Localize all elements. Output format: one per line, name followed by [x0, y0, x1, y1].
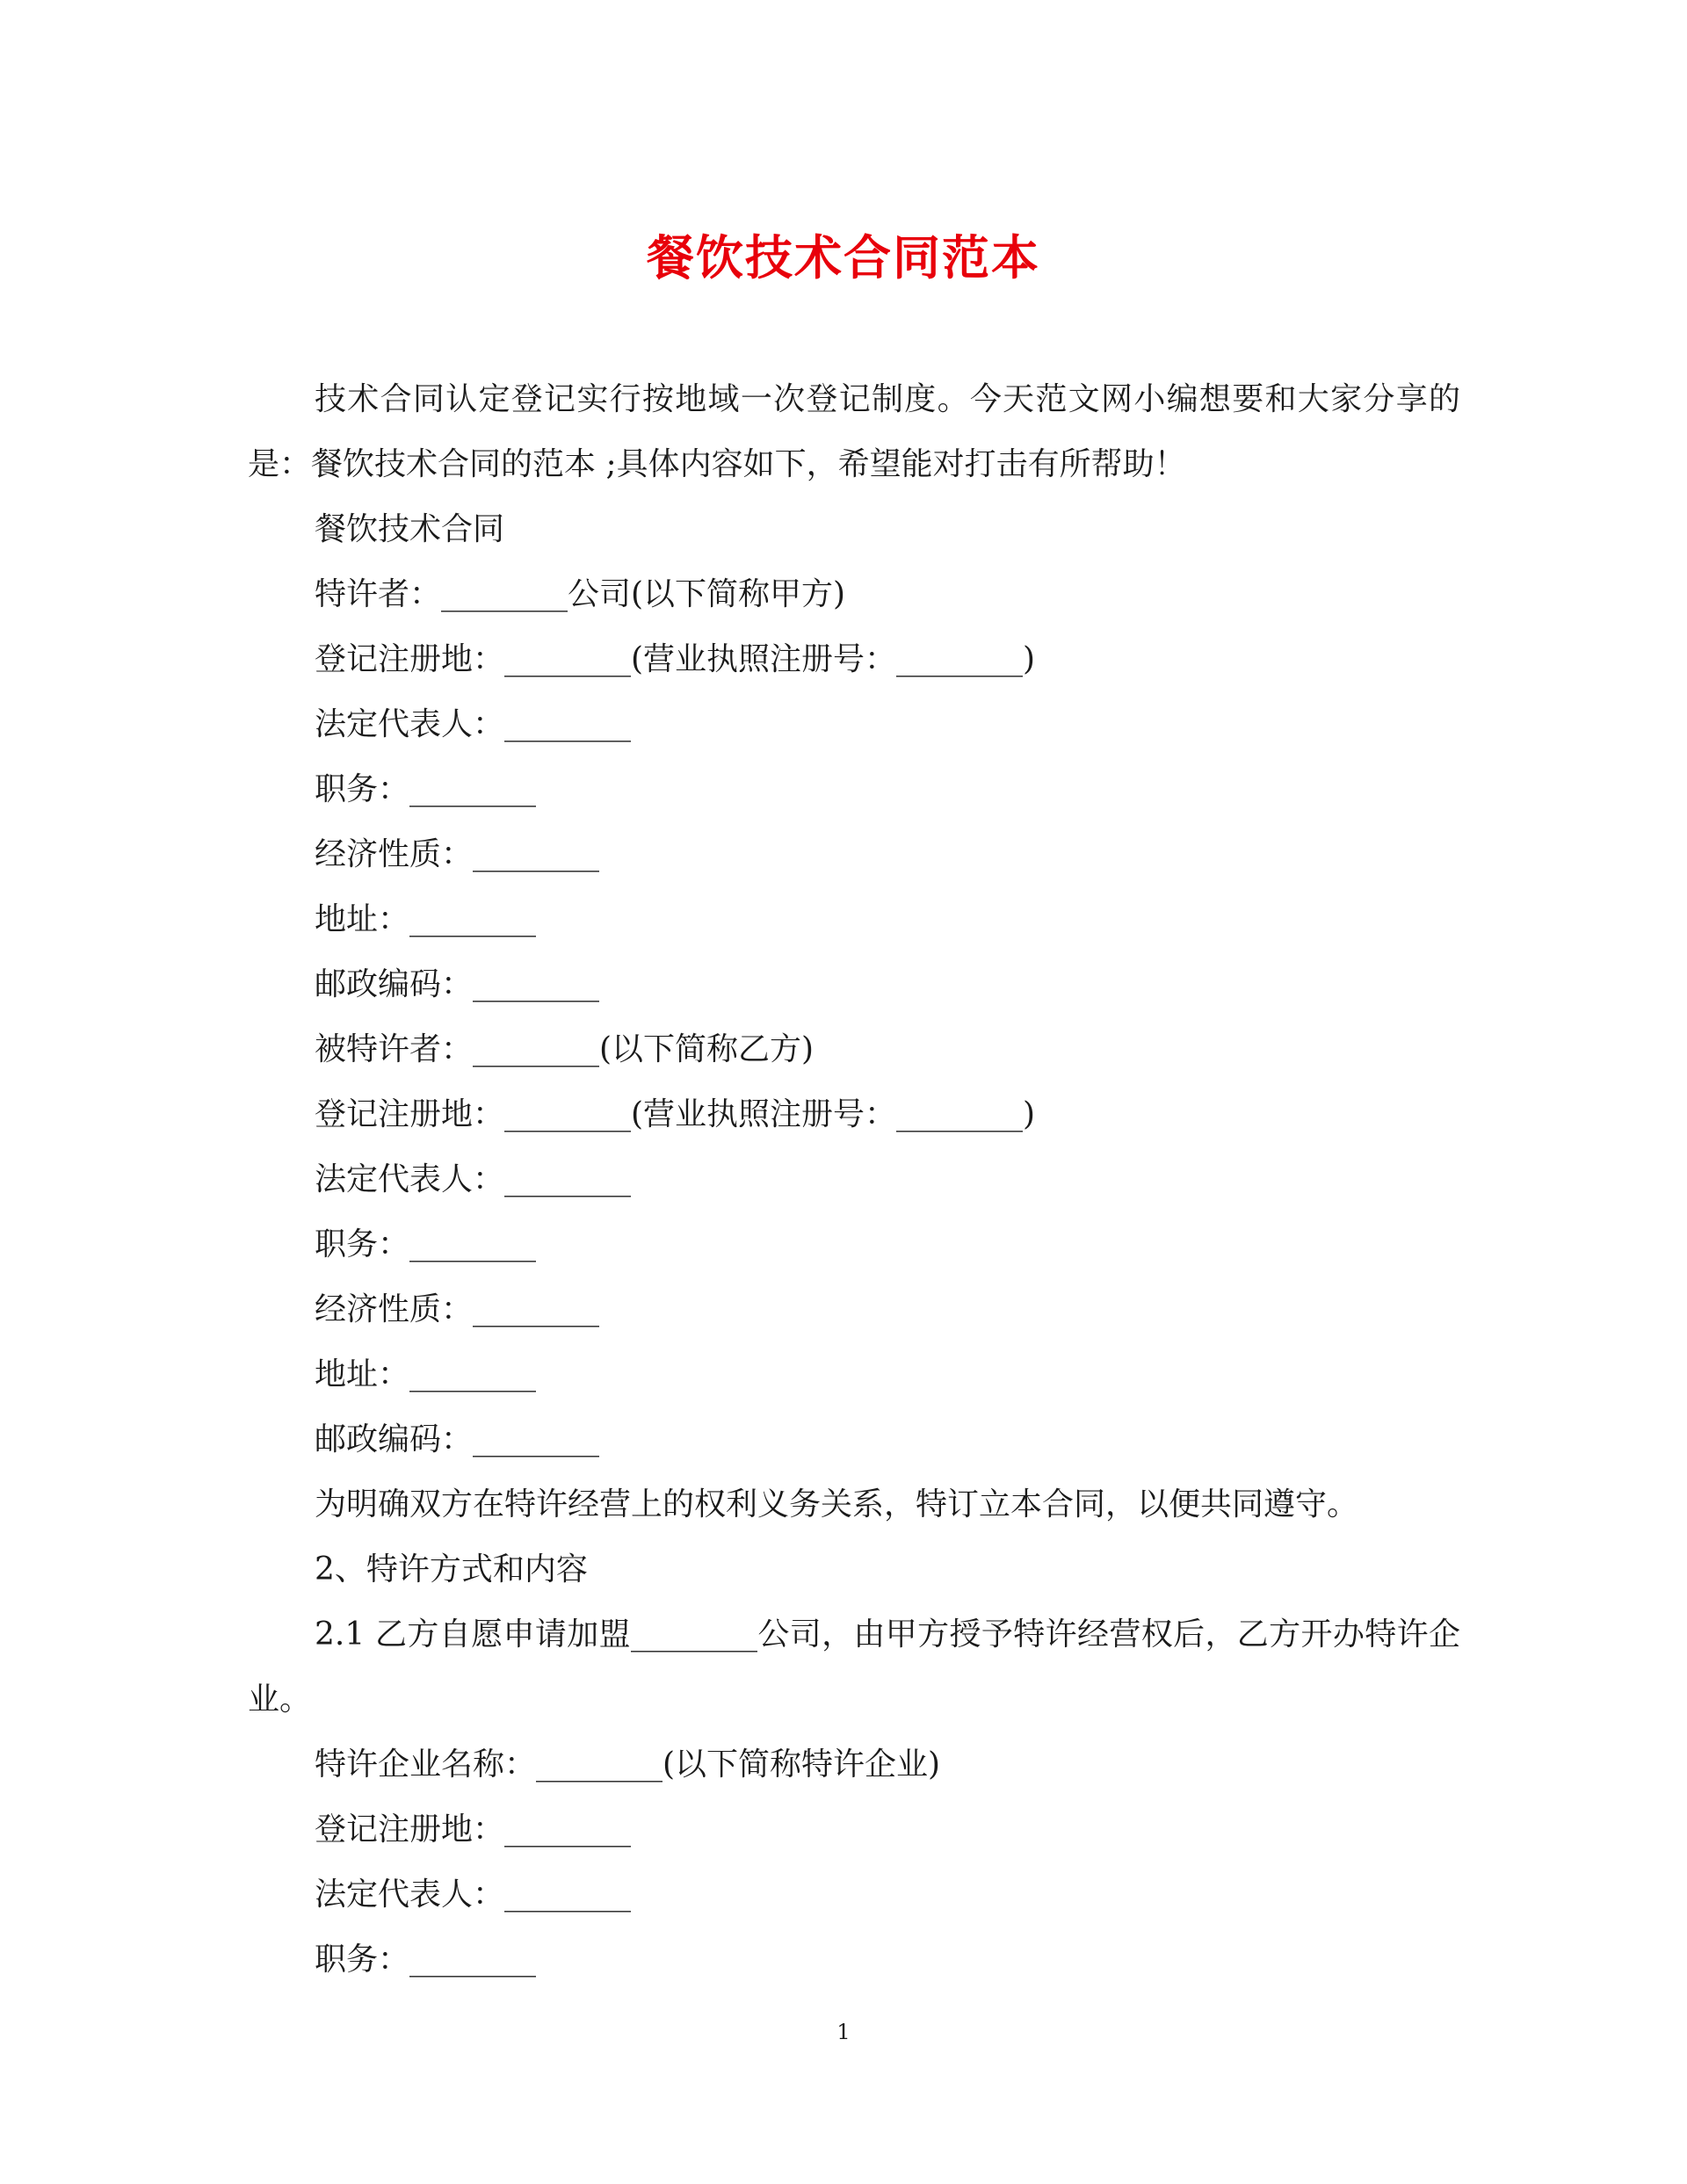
franchisor-economic-nature-line: 经济性质：________	[315, 836, 600, 872]
franchisee-line: 被特许者：________(以下简称乙方)	[315, 1031, 815, 1067]
franchisee-postcode-line: 邮政编码：________	[315, 1421, 600, 1457]
document-body	[248, 367, 1460, 1992]
clause-2-1-paragraph: 2.1 乙方自愿申请加盟________公司，由甲方授予特许经营权后，乙方开办特许企业。	[248, 1616, 1460, 1718]
document-title: 餐饮技术合同范本	[647, 229, 1040, 286]
franchisee-economic-nature-line: 经济性质：________	[315, 1291, 600, 1327]
purpose-paragraph: 为明确双方在特许经营上的权利义务关系，特订立本合同，以便共同遵守。	[315, 1486, 1359, 1522]
franchisor-address-line: 地址：________	[315, 901, 537, 937]
franchisor-line: 特许者：________公司(以下简称甲方)	[315, 576, 846, 612]
enterprise-legal-rep-line: 法定代表人：________	[315, 1877, 632, 1913]
contract-heading: 餐饮技术合同	[315, 511, 505, 547]
franchisor-position-line: 职务：________	[315, 771, 537, 807]
section-2-heading: 2、特许方式和内容	[315, 1551, 588, 1587]
intro-paragraph: 技术合同认定登记实行按地域一次登记制度。今天范文网小编想要和大家分享的是：餐饮技术合同的范本 ;具体内容如下，希望能对打击有所帮助！	[248, 381, 1460, 482]
page-number: 1	[836, 2020, 851, 2044]
franchisor-legal-rep-line: 法定代表人：________	[315, 706, 632, 742]
enterprise-registration-line: 登记注册地：________	[315, 1812, 632, 1848]
franchisee-registration-line: 登记注册地：________(营业执照注册号：________)	[315, 1096, 1036, 1132]
franchisee-address-line: 地址：________	[315, 1356, 537, 1392]
franchise-enterprise-name-line: 特许企业名称：________(以下简称特许企业)	[315, 1746, 941, 1783]
franchisor-registration-line: 登记注册地：________(营业执照注册号：________)	[315, 641, 1036, 677]
franchisee-legal-rep-line: 法定代表人：________	[315, 1161, 632, 1197]
franchisee-position-line: 职务：________	[315, 1226, 537, 1262]
franchisor-postcode-line: 邮政编码：________	[315, 966, 600, 1002]
enterprise-position-line: 职务：________	[315, 1942, 537, 1978]
